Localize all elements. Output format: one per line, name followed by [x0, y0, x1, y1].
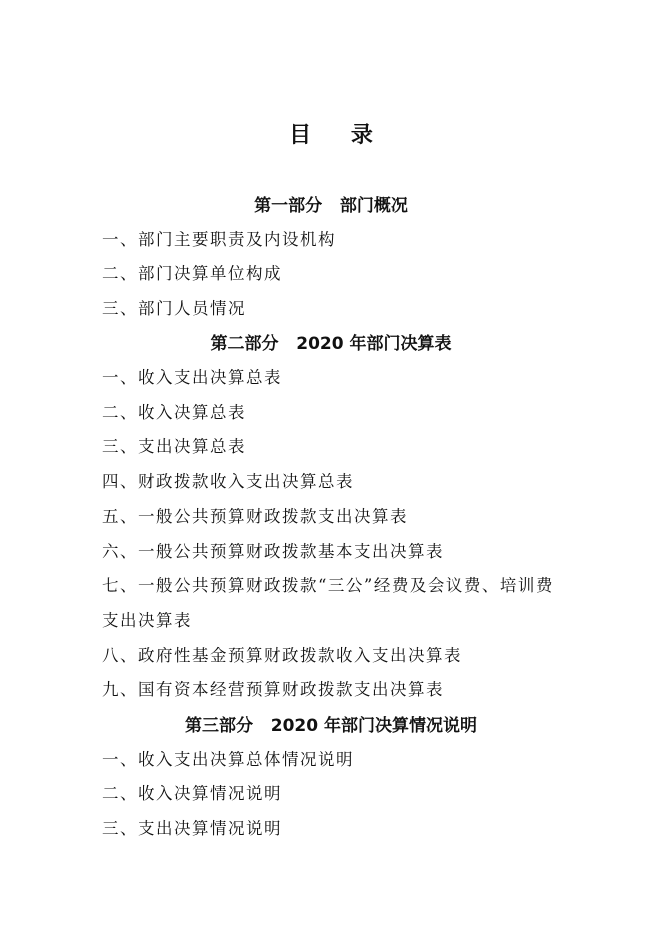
- toc-item: 一、收入支出决算总体情况说明: [102, 750, 354, 769]
- toc-item: 三、支出决算总表: [102, 437, 246, 456]
- toc-item: 六、一般公共预算财政拨款基本支出决算表: [102, 542, 444, 561]
- toc-item: 七、一般公共预算财政拨款“三公”经费及会议费、培训费: [102, 576, 554, 595]
- toc-item: 二、部门决算单位构成: [102, 264, 282, 283]
- toc-item: 二、收入决算情况说明: [102, 784, 282, 803]
- toc-item: 三、支出决算情况说明: [102, 819, 282, 838]
- toc-item: 九、国有资本经营预算财政拨款支出决算表: [102, 680, 444, 699]
- toc-item: 八、政府性基金预算财政拨款收入支出决算表: [102, 646, 462, 665]
- toc-item: 五、一般公共预算财政拨款支出决算表: [102, 507, 408, 526]
- section-heading-part-1: 第一部分 部门概况: [254, 196, 408, 216]
- section-heading-part-3: 第三部分 2020 年部门决算情况说明: [185, 716, 477, 736]
- toc-item: 二、收入决算总表: [102, 403, 246, 422]
- toc-item: 三、部门人员情况: [102, 299, 246, 318]
- toc-item: 四、财政拨款收入支出决算总表: [102, 472, 354, 491]
- toc-item: 一、部门主要职责及内设机构: [102, 230, 336, 249]
- toc-item: 一、收入支出决算总表: [102, 368, 282, 387]
- section-heading-part-2: 第二部分 2020 年部门决算表: [210, 334, 452, 354]
- page-title: 目 录: [289, 122, 389, 148]
- toc-item-continuation: 支出决算表: [102, 611, 192, 630]
